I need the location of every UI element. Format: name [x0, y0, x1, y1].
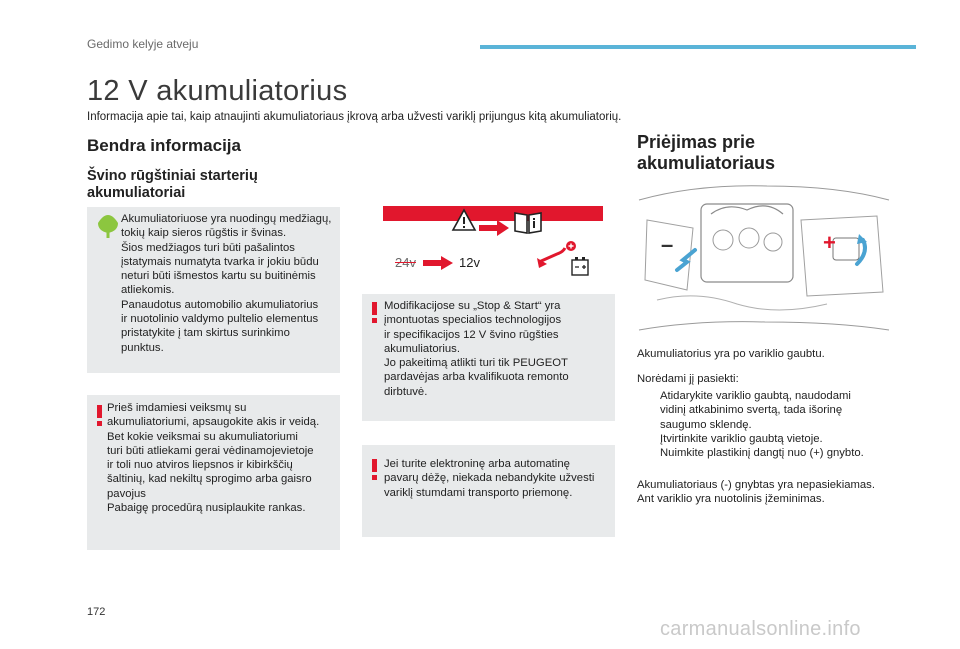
intro-text: Informacija apie tai, kaip atnaujinti akumuliatoriaus įkrovą arba užvesti variklį prijungus kitą akumuliatorių.	[87, 111, 622, 123]
voltage-12v-label: 12v	[459, 255, 480, 270]
stop-start-text	[384, 299, 612, 399]
list-item	[637, 446, 907, 460]
stop-start-warning-box	[362, 294, 615, 421]
access-intro: Norėdami jį pasiekti:	[637, 373, 739, 385]
lead-acid-heading-line1: Švino rūgštiniai starterių	[87, 168, 258, 184]
stop-start-line: pardavėjas arba kvalifikuota remonto	[384, 371, 569, 384]
leaf-icon	[95, 211, 121, 239]
section-header: Gedimo kelyje atveju	[87, 37, 199, 51]
step-line: Įtvirtinkite variklio gaubtą vietoje.	[660, 432, 823, 445]
gearbox-line: Jei turite elektroninę arba automatinę	[384, 458, 570, 470]
gearbox-text	[384, 457, 612, 500]
positive-terminal-label: +	[823, 230, 836, 255]
eco-line: tokių kaip sieros rūgštis ir švinas.	[121, 227, 287, 240]
battery-location-caption: Akumuliatorius yra po variklio gaubtu.	[637, 348, 825, 360]
warning-line: Bet kokie veiksmai su akumuliatoriumi	[107, 430, 298, 443]
safety-box-text	[107, 401, 337, 515]
stop-start-line: Modifikacijose su „Stop & Start“ yra	[384, 300, 561, 312]
terminal-note	[637, 478, 907, 507]
engine-bay-drawing	[637, 180, 892, 340]
warning-line: ir toli nuo atviros liepsnos ir kibirkščių	[107, 459, 293, 472]
voltage-24v-label: 24v	[395, 255, 416, 270]
eco-line: Šios medžiagos turi būti pašalintos	[121, 241, 295, 254]
step-line: Nuimkite plastikinį dangtį nuo (+) gnybto.	[660, 447, 864, 460]
stop-start-line: akumuliatorius.	[384, 342, 460, 355]
header-accent-bar	[480, 45, 916, 49]
graphic-red-band	[383, 206, 603, 221]
note-line: Ant variklio yra nuotolinis įžeminimas.	[637, 493, 825, 506]
general-info-heading: Bendra informacija	[87, 136, 241, 155]
warning-triangle-icon	[451, 208, 477, 232]
eco-info-box	[87, 207, 340, 373]
arrow-right-icon	[479, 220, 509, 236]
battery-access-heading-line2: akumuliatoriaus	[637, 153, 776, 173]
manual-book-icon	[513, 209, 543, 235]
warning-line: pavojus	[107, 487, 146, 500]
engine-bay-illustration	[637, 180, 892, 340]
eco-line: neturi būti išmestos kartu su buitinėmis	[121, 270, 316, 283]
list-item	[637, 389, 907, 432]
stop-start-line: Jo pakeitimą atlikti turi tik PEUGEOT	[384, 357, 568, 370]
stop-start-line: dirbtuvė.	[384, 385, 428, 398]
eco-line: punktus.	[121, 341, 164, 354]
warning-exclamation-icon	[97, 405, 102, 418]
warning-exclamation-dot	[372, 475, 377, 480]
page-title: 12 V akumuliatorius	[87, 75, 348, 107]
note-line: Akumuliatoriaus (-) gnybtas yra nepasiekiamas.	[637, 479, 875, 491]
eco-line: atliekomis.	[121, 284, 175, 297]
stop-start-line: ir specifikacijos 12 V švino rūgšties	[384, 328, 559, 341]
eco-line: ir nuotolinio valdymo pultelio elementus	[121, 313, 319, 326]
safety-warning-box	[87, 395, 340, 550]
gearbox-line: pavarų dėžę, niekada nebandykite užvesti	[384, 472, 595, 485]
eco-line: Akumuliatoriuose yra nuodingų medžiagų,	[121, 213, 332, 225]
lead-acid-heading-line2: akumuliatoriai	[87, 185, 186, 201]
gearbox-line: variklį stumdami transporto priemonę.	[384, 486, 573, 499]
battery-access-heading-line1: Priėjimas prie	[637, 132, 756, 152]
eco-line: įstatymais numatyta tvarka ir jokiu būdu	[121, 255, 319, 268]
step-line: vidinį atkabinimo svertą, tada išorinę	[660, 404, 843, 417]
step-line: Atidarykite variklio gaubtą, naudodami	[660, 390, 851, 402]
access-steps-list	[637, 389, 907, 460]
warning-exclamation-icon	[372, 459, 377, 472]
warning-exclamation-icon	[372, 302, 377, 315]
lead-acid-heading	[87, 168, 258, 202]
negative-terminal-label: –	[661, 232, 674, 257]
warning-exclamation-dot	[97, 421, 102, 426]
battery-icon	[569, 254, 591, 278]
warning-exclamation-dot	[372, 318, 377, 323]
watermark: carmanualsonline.info	[660, 618, 861, 640]
stop-start-line: įmontuotas specialios technologijos	[384, 314, 562, 327]
page-number: 172	[87, 606, 106, 618]
warning-line: šaltinių, kad nekiltų sprogimo arba gaisro	[107, 473, 312, 486]
gearbox-warning-box	[362, 445, 615, 537]
warning-line: Prieš imdamiesi veiksmų su	[107, 402, 247, 414]
eco-box-text	[121, 212, 336, 355]
warning-line: turi būti atliekami gerai vėdinamojevietoje	[107, 444, 314, 457]
warning-line: Pabaigę procedūrą nusiplaukite rankas.	[107, 502, 306, 515]
eco-line: pristatykite į tam skirtus surinkimo	[121, 327, 290, 340]
warning-line: akumuliatoriumi, apsaugokite akis ir veidą.	[107, 416, 320, 429]
eco-line: Panaudotus automobilio akumuliatorius	[121, 298, 319, 311]
list-item	[637, 432, 907, 446]
jump-start-graphic	[383, 206, 603, 282]
battery-access-heading	[637, 132, 775, 174]
step-line: saugumo sklendę.	[660, 418, 752, 431]
arrow-right-icon	[423, 256, 453, 270]
